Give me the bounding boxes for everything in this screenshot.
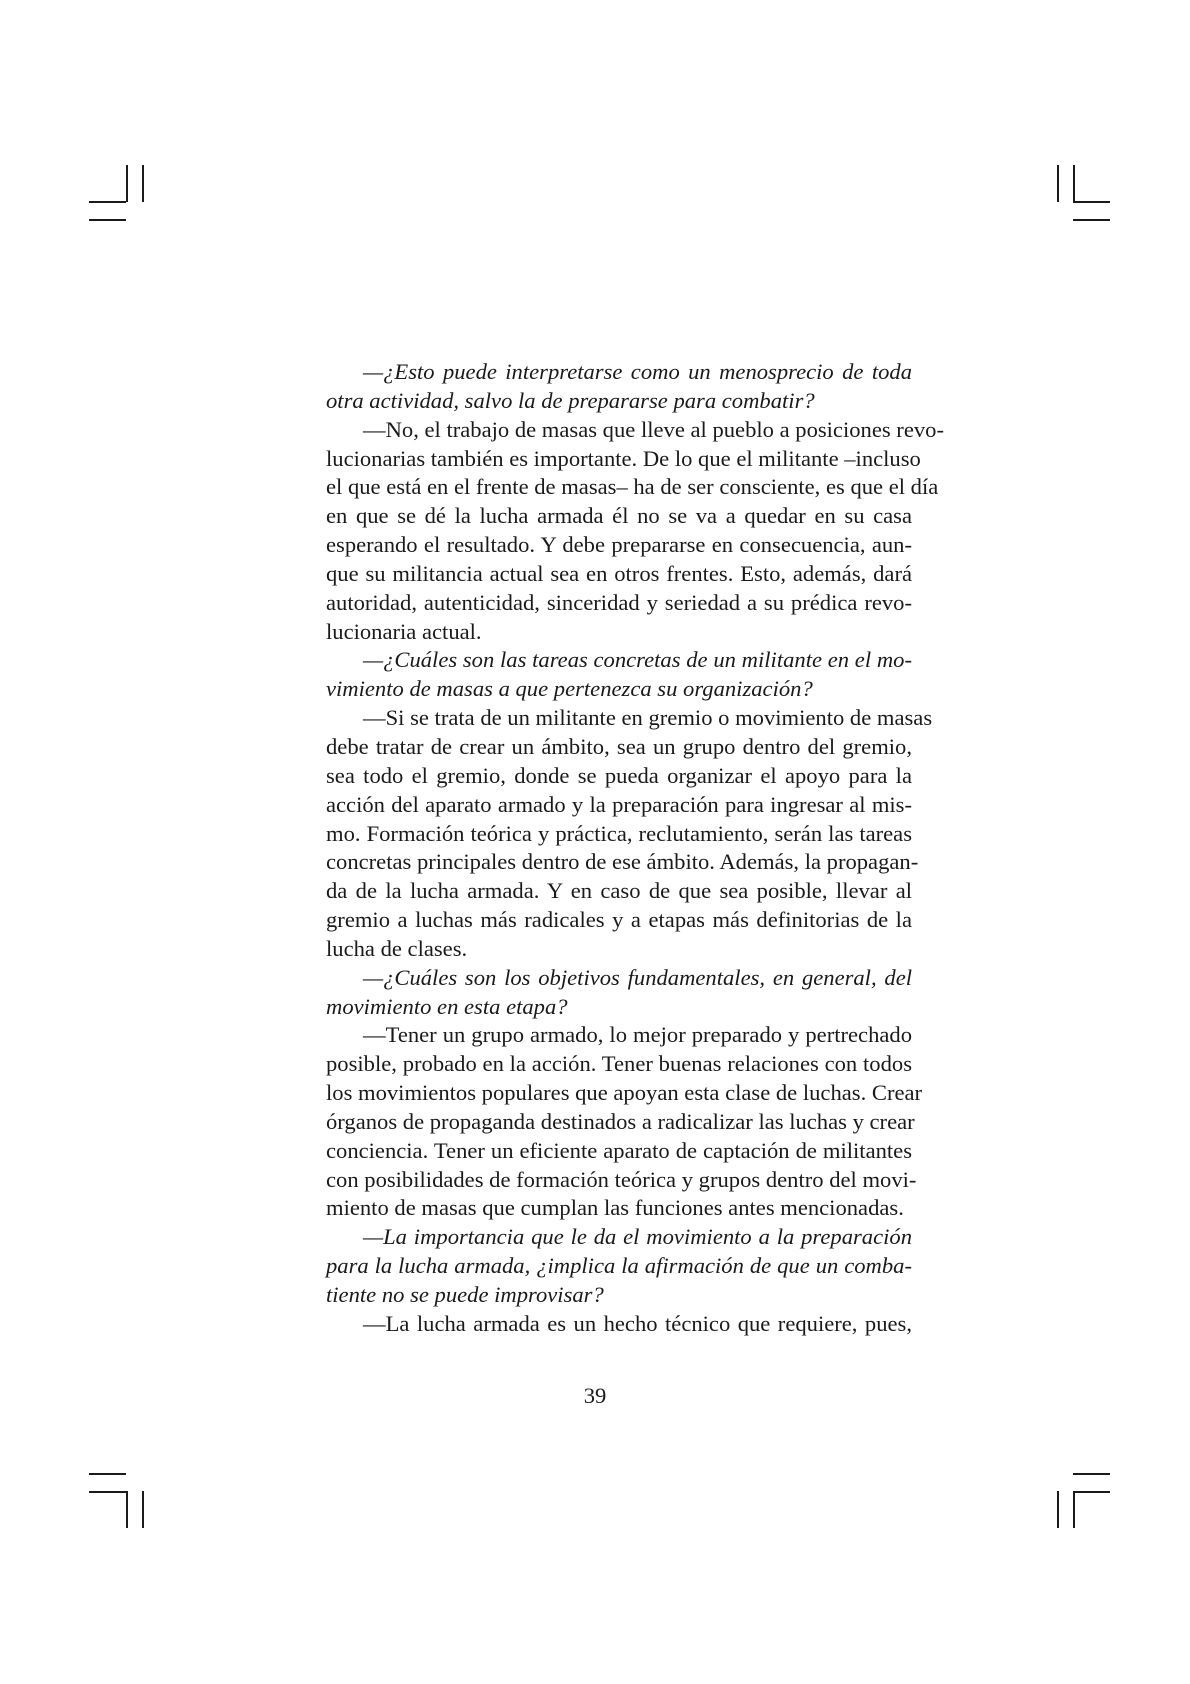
question-line: para la lucha armada, ¿implica la afirmación de que un comba- xyxy=(326,1253,912,1279)
answer-line: órganos de propaganda destinados a radicalizar las luchas y crear xyxy=(326,1108,915,1134)
crop-mark-bottom-right-vertical-outer xyxy=(1057,1491,1059,1528)
question-line: otra actividad, salvo la de prepararse para combatir? xyxy=(326,387,815,413)
question-line: tiente no se puede improvisar? xyxy=(326,1282,604,1307)
crop-mark-top-right-vertical-outer xyxy=(1057,165,1059,202)
body-text xyxy=(326,358,944,1339)
crop-mark-top-left-vertical-outer xyxy=(142,165,144,202)
answer-line: —La lucha armada es un hecho técnico que requiere, pues, xyxy=(363,1310,912,1336)
question-line: —La importancia que le da el movimiento a la preparación xyxy=(363,1224,912,1250)
answer-line: acción del aparato armado y la preparación para ingresar al mis- xyxy=(326,791,912,817)
answer-line: —Tener un grupo armado, lo mejor preparado y pertrechado xyxy=(363,1022,912,1048)
answer-line: lucha de clases. xyxy=(326,935,468,961)
answer-line: que su militancia actual sea en otros frentes. Esto, además, dará xyxy=(326,560,912,586)
question-line: vimiento de masas a que pertenezca su organización? xyxy=(326,676,813,702)
crop-mark-top-right-bleed xyxy=(1073,219,1110,221)
answer-line: debe tratar de crear un ámbito, sea un grupo dentro del gremio, xyxy=(326,733,912,759)
crop-mark-bottom-left-vertical-inner xyxy=(126,1491,128,1528)
answer-line: autoridad, autenticidad, sinceridad y seriedad a su prédica revo- xyxy=(326,589,912,615)
crop-mark-bottom-right-horizontal xyxy=(1073,1491,1110,1493)
answer-line: miento de masas que cumplan las funciones antes mencionadas. xyxy=(326,1195,904,1221)
answer-line: en que se dé la lucha armada él no se va a quedar en su casa xyxy=(326,503,912,529)
crop-mark-bottom-left-horizontal xyxy=(89,1491,126,1493)
question-line: —¿Cuáles son los objetivos fundamentales, en general, del xyxy=(363,964,912,990)
answer-line: —Si se trata de un militante en gremio o movimiento de masas xyxy=(363,705,933,731)
answer-line: mo. Formación teórica y práctica, reclutamiento, serán las tareas xyxy=(326,820,912,846)
crop-mark-bottom-left-bleed xyxy=(89,1473,126,1475)
crop-mark-top-left-bleed xyxy=(89,219,126,221)
crop-mark-top-left-vertical-inner xyxy=(126,165,128,202)
answer-line: da de la lucha armada. Y en caso de que sea posible, llevar al xyxy=(326,878,912,904)
crop-mark-top-left-horizontal xyxy=(89,201,126,203)
answer-line: esperando el resultado. Y debe prepararse en consecuencia, aun- xyxy=(326,532,912,558)
answer-line: el que está en el frente de masas– ha de ser consciente, es que el día xyxy=(326,474,939,500)
question-line: —¿Cuáles son las tareas concretas de un militante en el mo- xyxy=(363,647,912,673)
crop-mark-top-right-horizontal xyxy=(1073,201,1110,203)
answer-line: sea todo el gremio, donde se pueda organizar el apoyo para la xyxy=(326,762,912,788)
answer-line: conciencia. Tener un eficiente aparato de captación de militantes xyxy=(326,1137,912,1163)
answer-line: —No, el trabajo de masas que lleve al pueblo a posiciones revo- xyxy=(363,416,944,442)
answer-line: concretas principales dentro de ese ámbito. Además, la propagan- xyxy=(326,849,919,875)
answer-line: lucionarias también es importante. De lo que el militante –incluso xyxy=(326,445,921,471)
answer-line: los movimientos populares que apoyan esta clase de luchas. Crear xyxy=(326,1080,923,1106)
crop-mark-top-right-vertical-inner xyxy=(1073,165,1075,202)
crop-mark-bottom-right-vertical-inner xyxy=(1073,1491,1075,1528)
answer-line: lucionaria actual. xyxy=(326,618,482,644)
question-line: movimiento en esta etapa? xyxy=(326,993,568,1019)
answer-line: posible, probado en la acción. Tener buenas relaciones con todos xyxy=(326,1051,912,1077)
question-line: —¿Esto puede interpretarse como un menosprecio de toda xyxy=(363,359,912,384)
crop-mark-bottom-left-vertical-outer xyxy=(142,1491,144,1528)
answer-line: gremio a luchas más radicales y a etapas más definitorias de la xyxy=(326,907,912,933)
answer-line: con posibilidades de formación teórica y grupos dentro del movi- xyxy=(326,1166,917,1192)
crop-mark-bottom-right-bleed xyxy=(1073,1473,1110,1475)
page-number: 39 xyxy=(583,1383,607,1408)
